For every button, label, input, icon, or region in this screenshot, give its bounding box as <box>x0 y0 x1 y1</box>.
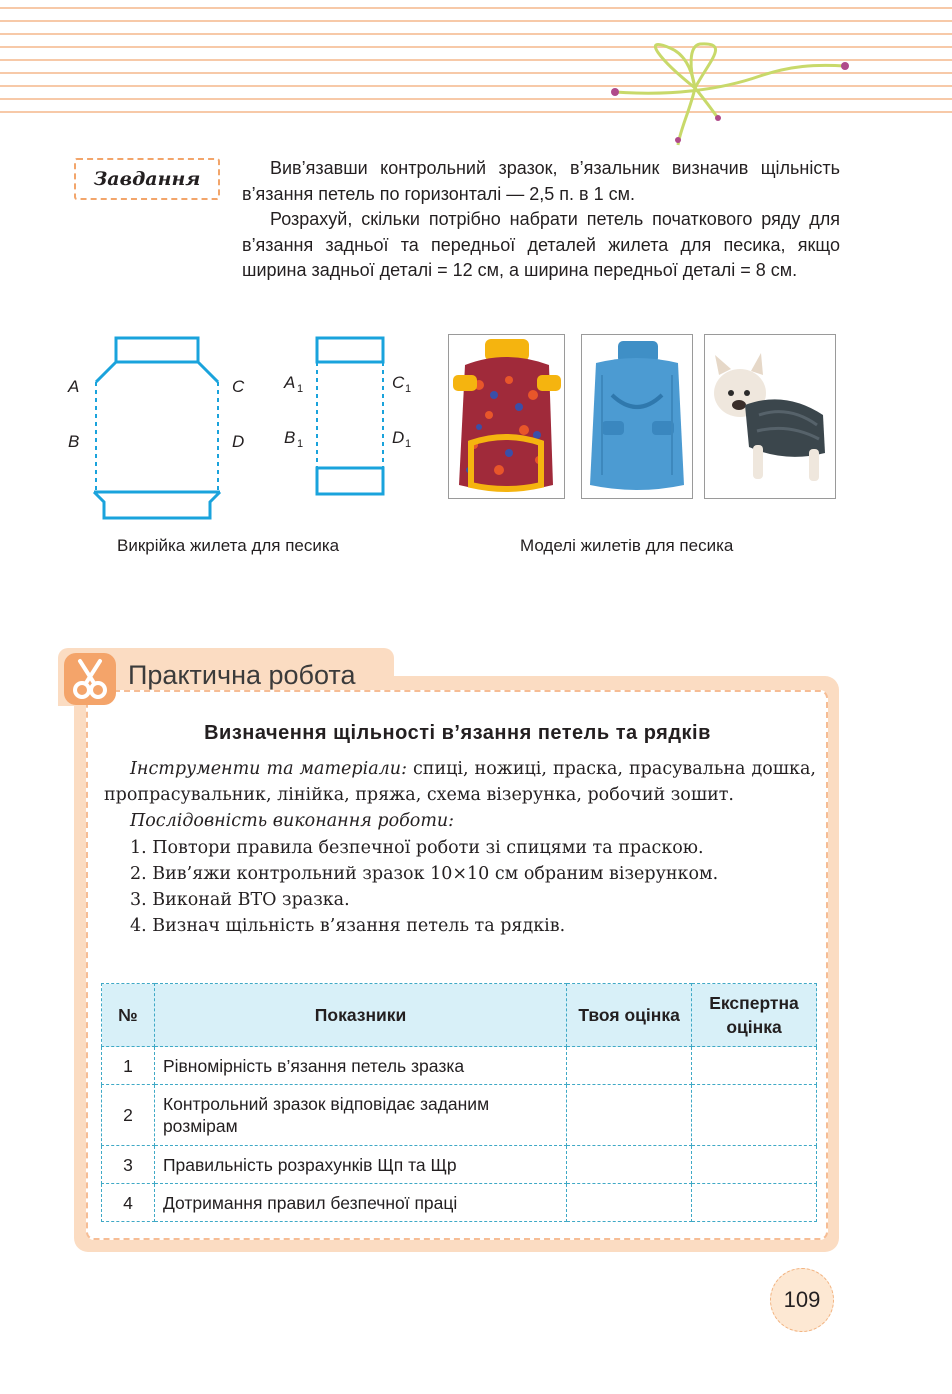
bow-ornament <box>600 40 860 150</box>
table-header-row <box>102 984 817 1047</box>
own-score-cell[interactable] <box>567 1085 692 1146</box>
pattern-label-a: A <box>68 377 80 396</box>
pattern-label-c1: C <box>392 373 405 392</box>
practical-title: Практична робота <box>128 660 356 690</box>
step-item: 1. Повтори правила безпечної роботи зі спицями та праскою. <box>130 837 704 858</box>
pattern-label-b: B <box>68 432 80 451</box>
header-own-score: Твоя оцінка <box>567 984 692 1047</box>
step-item: 2. Вив’яжи контрольний зразок 10×10 см обраним візерунком. <box>130 863 719 884</box>
task-paragraph-1: Вив’язавши контрольний зразок, в’язальник визначив щільність в’язання петель по горизонталі — 2,5 п. в 1 см. <box>242 158 840 204</box>
pattern-label-c1-sub: 1 <box>405 383 412 395</box>
table-row <box>102 1146 817 1184</box>
expert-score-cell[interactable] <box>692 1047 817 1085</box>
expert-score-cell[interactable] <box>692 1085 817 1146</box>
scissors-icon <box>64 653 116 705</box>
table-row <box>102 1184 817 1222</box>
pattern-label-c: C <box>232 377 245 396</box>
row-number: 3 <box>102 1146 155 1184</box>
row-indicator: Контрольний зразок відповідає заданим розмірам <box>154 1085 566 1146</box>
table-row <box>102 1085 817 1146</box>
task-text <box>242 156 840 284</box>
row-number: 1 <box>102 1047 155 1085</box>
tools-label: Інструменти та матеріали: <box>130 759 407 779</box>
expert-score-cell[interactable] <box>692 1146 817 1184</box>
header-expert-score: Експертна оцінка <box>692 984 817 1047</box>
own-score-cell[interactable] <box>567 1047 692 1085</box>
task-paragraph-2: Розрахуй, скільки потрібно набрати петель початкового ряду для в’язання задньої та передньої деталей жилета для песика, якщо ширина задньої деталі = 12 см, а ширина передньої деталі = 8 см. <box>242 209 840 280</box>
task-label: Завдання <box>74 158 220 200</box>
pattern-label-d1: D <box>392 428 405 447</box>
row-number: 2 <box>102 1085 155 1146</box>
own-score-cell[interactable] <box>567 1146 692 1184</box>
row-indicator: Рівномірність в’язання петель зразка <box>154 1047 566 1085</box>
header-indicators: Показники <box>154 984 566 1047</box>
models-caption: Моделі жилетів для песика <box>520 536 734 555</box>
header-number: № <box>102 984 155 1047</box>
photo-dog-gray-vest <box>704 334 836 499</box>
own-score-cell[interactable] <box>567 1184 692 1222</box>
row-indicator: Дотримання правил безпечної праці <box>154 1184 566 1222</box>
step-item: 4. Визнач щільність в’язання петель та рядків. <box>130 916 566 937</box>
pattern-label-b1: B <box>284 428 296 447</box>
pattern-label-d: D <box>232 432 245 451</box>
tools-text: спиці, ножиці, праска, прасувальна дошка, пропрасувальник, лінійка, пряжа, схема візерунка, робочий зошит. <box>104 759 816 806</box>
practical-body <box>104 756 816 939</box>
row-indicator: Правильність розрахунків Щп та Щр <box>154 1146 566 1184</box>
pattern-label-a1: A <box>284 373 296 392</box>
photo-vest-multicolor <box>448 334 565 499</box>
expert-score-cell[interactable] <box>692 1184 817 1222</box>
pattern-label-a1-sub: 1 <box>297 383 304 395</box>
steps-list <box>104 835 816 940</box>
row-number: 4 <box>102 1184 155 1222</box>
practical-heading: Визначення щільності в’язання петель та рядків <box>204 722 711 744</box>
table-row <box>102 1047 817 1085</box>
page-number: 109 <box>770 1268 834 1332</box>
tools-paragraph <box>104 756 816 808</box>
vest-pattern-diagram <box>60 330 430 530</box>
sequence-label: Послідовність виконання роботи: <box>130 811 455 832</box>
pattern-label-b1-sub: 1 <box>297 438 304 450</box>
pattern-caption: Викрійка жилета для песика <box>117 536 340 555</box>
step-item: 3. Виконай ВТО зразка. <box>130 890 350 911</box>
evaluation-table <box>101 983 817 1222</box>
photo-vest-blue <box>581 334 693 499</box>
pattern-label-d1-sub: 1 <box>405 438 412 450</box>
